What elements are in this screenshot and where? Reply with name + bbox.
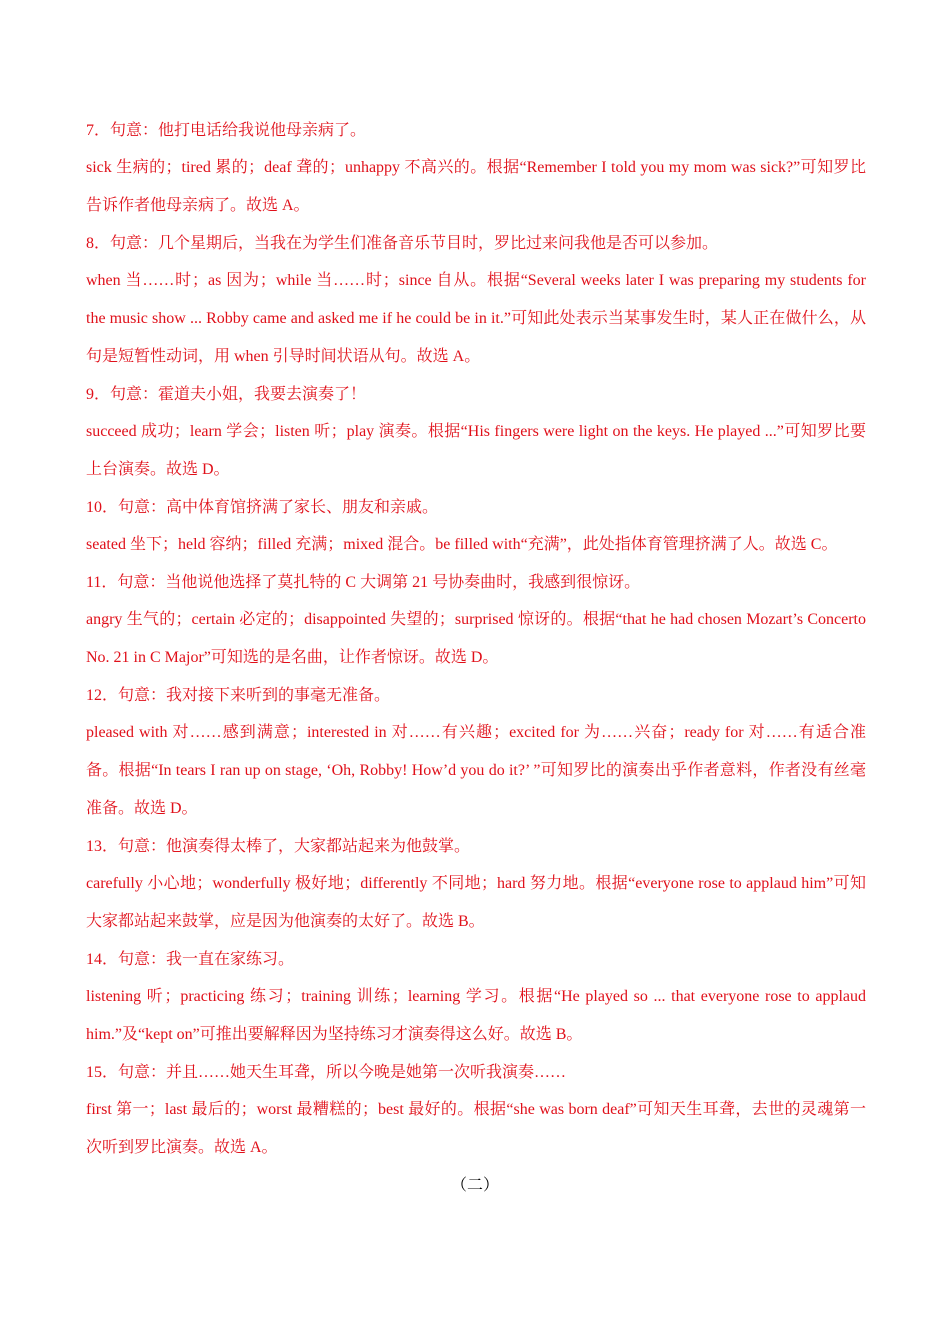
answer-item-11 (86, 564, 866, 677)
item-heading: 7．句意：他打电话给我说他母亲病了。 (86, 122, 367, 139)
item-explanation: succeed 成功；learn 学会；listen 听；play 演奏。根据“His fingers were light on the keys. He played ...”可知罗比要上台演奏。故选 D。 (86, 423, 866, 478)
item-heading: 14．句意：我一直在家练习。 (86, 951, 295, 968)
answer-item-8 (86, 225, 866, 376)
answer-explanations (86, 112, 866, 1167)
item-explanation: sick 生病的；tired 累的；deaf 聋的；unhappy 不高兴的。根据“Remember I told you my mom was sick?”可知罗比告诉作者他母亲病了。故选 A。 (86, 159, 866, 214)
answer-item-14 (86, 941, 866, 1054)
item-heading: 13．句意：他演奏得太棒了，大家都站起来为他鼓掌。 (86, 838, 471, 855)
answer-item-15 (86, 1054, 866, 1167)
item-heading: 15．句意：并且……她天生耳聋，所以今晚是她第一次听我演奏…… (86, 1064, 567, 1081)
section-title: （二） (450, 1177, 499, 1194)
answer-item-7 (86, 112, 866, 225)
item-heading: 8．句意：几个星期后，当我在为学生们准备音乐节目时，罗比过来问我他是否可以参加。 (86, 235, 719, 252)
answer-item-10 (86, 489, 866, 564)
item-heading: 9．句意：霍道夫小姐，我要去演奏了！ (86, 386, 367, 403)
answer-item-9 (86, 376, 866, 489)
item-heading: 11．句意：当他说他选择了莫扎特的 C 大调第 21 号协奏曲时，我感到很惊讶。 (86, 574, 641, 591)
item-heading: 12．句意：我对接下来听到的事毫无准备。 (86, 687, 391, 704)
item-heading: 10．句意：高中体育馆挤满了家长、朋友和亲戚。 (86, 499, 439, 516)
item-explanation: first 第一；last 最后的；worst 最糟糕的；best 最好的。根据“she was born deaf”可知天生耳聋，去世的灵魂第一次听到罗比演奏。故选 A。 (86, 1101, 866, 1156)
item-explanation: pleased with 对……感到满意；interested in 对……有兴趣；excited for 为……兴奋；ready for 对……有适合准备。根据“In tears I ran up on stage, ‘Oh, Robby! How’d you do it?’ ”可知罗比的演奏出乎作者意料，作者没有丝毫准备。故选 D。 (86, 724, 866, 817)
item-explanation: when 当……时；as 因为；while 当……时；since 自从。根据“Several weeks later I was preparing my students for the music show ... Robby came and asked me if he could be in it.”可知此处表示当某事发生时，某人正在做什么，从句是短暂性动词，用 when 引导时间状语从句。故选 A。 (86, 272, 866, 365)
answer-item-13 (86, 828, 866, 941)
item-explanation: angry 生气的；certain 必定的；disappointed 失望的；surprised 惊讶的。根据“that he had chosen Mozart’s Concerto No. 21 in C Major”可知选的是名曲，让作者惊讶。故选 D。 (86, 611, 866, 666)
answer-item-12 (86, 677, 866, 828)
item-explanation: seated 坐下；held 容纳；filled 充满；mixed 混合。be filled with“充满”，此处指体育管理挤满了人。故选 C。 (86, 536, 838, 553)
item-explanation: listening 听；practicing 练习；training 训练；learning 学习。根据“He played so ... that everyone rose to applaud him.”及“kept on”可推出要解释因为坚持练习才演奏得这么好。故选 B。 (86, 988, 866, 1043)
item-explanation: carefully 小心地；wonderfully 极好地；differently 不同地；hard 努力地。根据“everyone rose to applaud him”可知大家都站起来鼓掌，应是因为他演奏的太好了。故选 B。 (86, 875, 866, 930)
